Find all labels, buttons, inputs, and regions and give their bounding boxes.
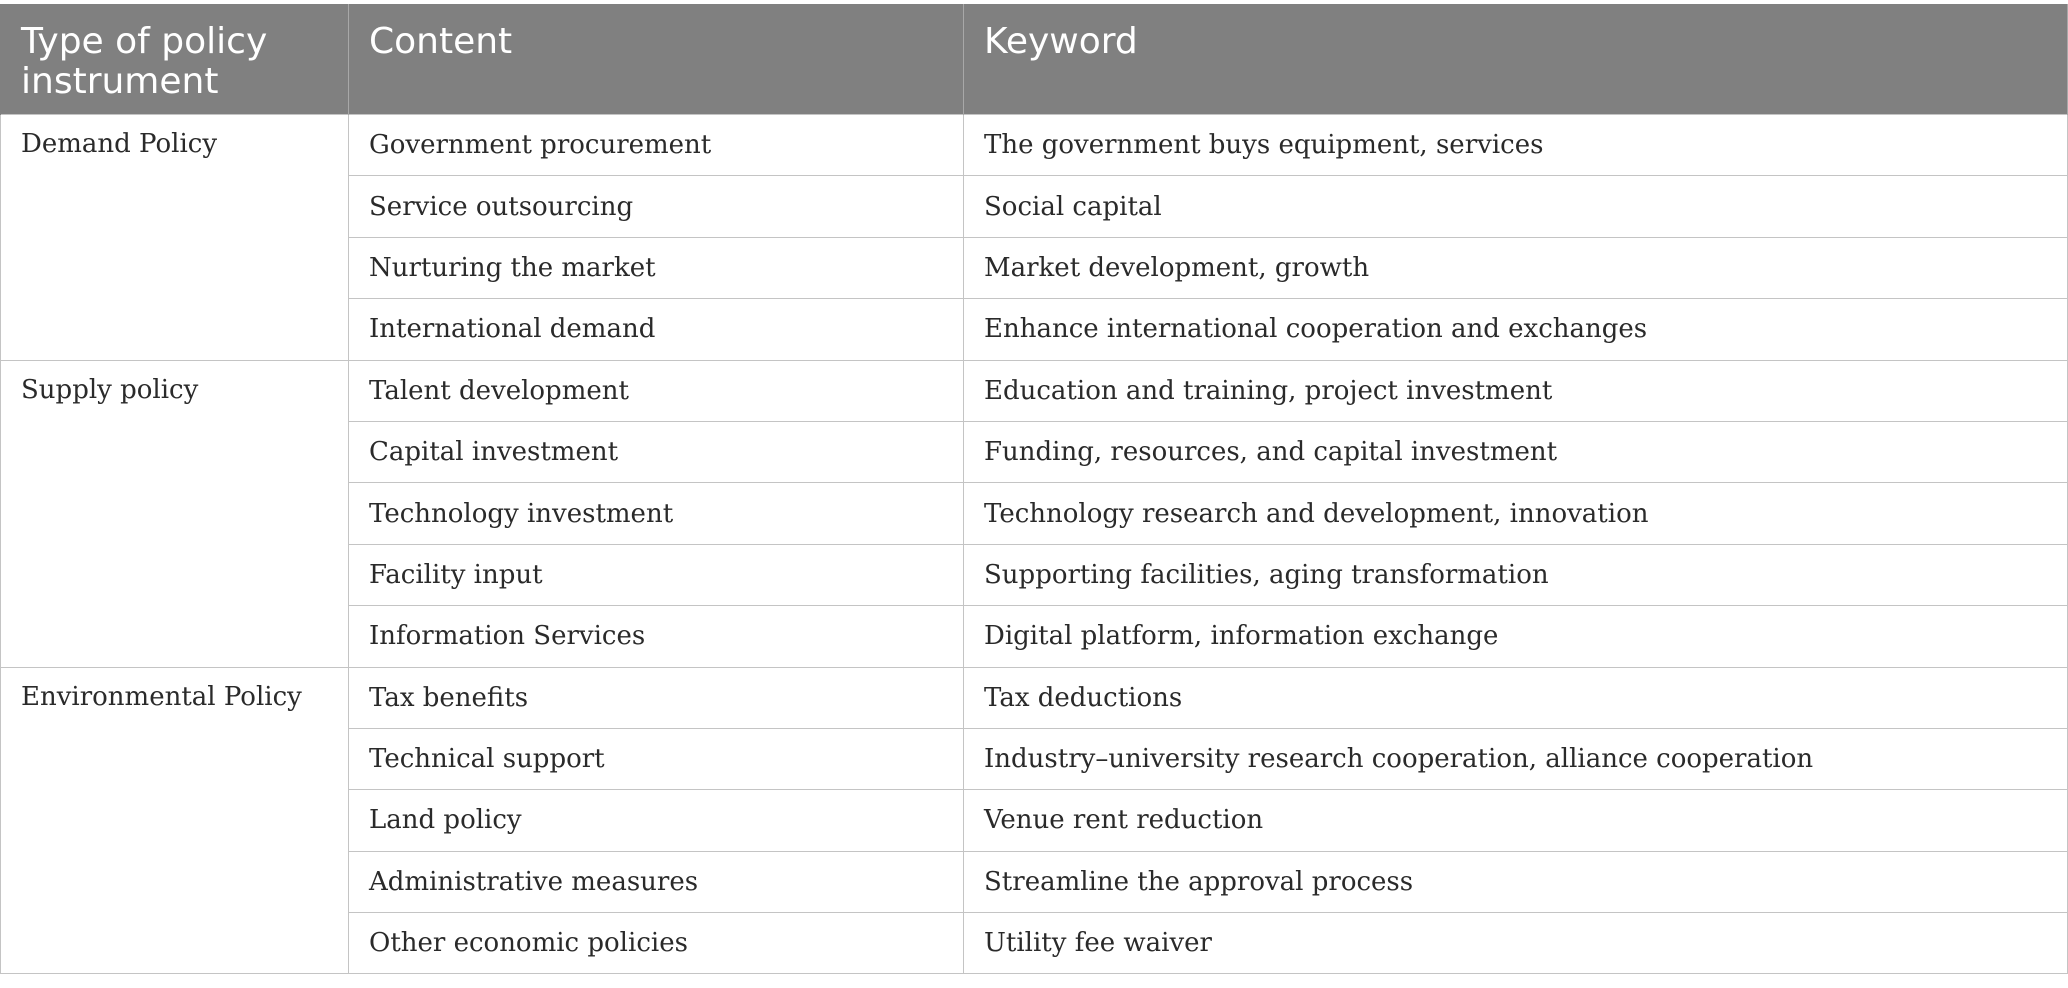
policy-type-cell: Environmental Policy xyxy=(1,667,349,974)
policy-type-cell: Demand Policy xyxy=(1,115,349,361)
policy-instrument-table xyxy=(0,4,2068,974)
keyword-cell: Technology research and development, innovation xyxy=(964,483,2068,544)
content-cell: Land policy xyxy=(349,790,964,851)
content-cell: International demand xyxy=(349,299,964,360)
content-cell: Other economic policies xyxy=(349,913,964,974)
keyword-cell: The government buys equipment, services xyxy=(964,115,2068,176)
keyword-cell: Enhance international cooperation and exchanges xyxy=(964,299,2068,360)
content-cell: Information Services xyxy=(349,606,964,667)
content-cell: Technical support xyxy=(349,728,964,789)
keyword-cell: Venue rent reduction xyxy=(964,790,2068,851)
header-content: Content xyxy=(349,4,964,115)
header-keyword: Keyword xyxy=(964,4,2068,115)
keyword-cell: Funding, resources, and capital investment xyxy=(964,421,2068,482)
table-row xyxy=(1,115,2068,176)
content-cell: Facility input xyxy=(349,544,964,605)
content-cell: Government procurement xyxy=(349,115,964,176)
keyword-cell: Digital platform, information exchange xyxy=(964,606,2068,667)
table-body xyxy=(1,115,2068,974)
table-row xyxy=(1,667,2068,728)
content-cell: Nurturing the market xyxy=(349,237,964,298)
keyword-cell: Market development, growth xyxy=(964,237,2068,298)
header-row xyxy=(1,4,2068,115)
keyword-cell: Utility fee waiver xyxy=(964,913,2068,974)
policy-table-container xyxy=(0,4,2067,974)
content-cell: Technology investment xyxy=(349,483,964,544)
keyword-cell: Education and training, project investment xyxy=(964,360,2068,421)
keyword-cell: Industry–university research cooperation, alliance cooperation xyxy=(964,728,2068,789)
content-cell: Talent development xyxy=(349,360,964,421)
table-row xyxy=(1,360,2068,421)
header-type-of-policy-instrument: Type of policy instrument xyxy=(1,4,349,115)
keyword-cell: Streamline the approval process xyxy=(964,851,2068,912)
content-cell: Tax benefits xyxy=(349,667,964,728)
keyword-cell: Supporting facilities, aging transformation xyxy=(964,544,2068,605)
table-header xyxy=(1,4,2068,115)
keyword-cell: Social capital xyxy=(964,176,2068,237)
content-cell: Administrative measures xyxy=(349,851,964,912)
content-cell: Capital investment xyxy=(349,421,964,482)
keyword-cell: Tax deductions xyxy=(964,667,2068,728)
content-cell: Service outsourcing xyxy=(349,176,964,237)
policy-type-cell: Supply policy xyxy=(1,360,349,667)
